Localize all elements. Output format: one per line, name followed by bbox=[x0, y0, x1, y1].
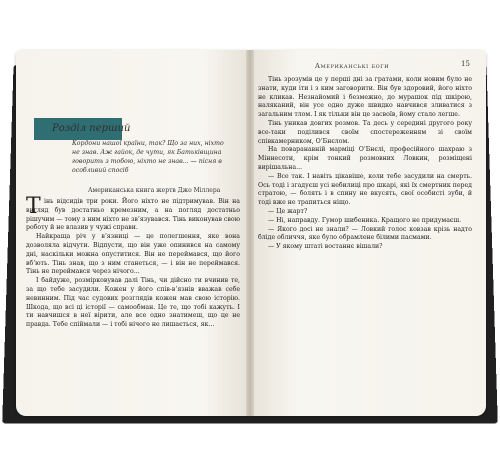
book-spine-gutter bbox=[246, 50, 254, 416]
paragraph: І байдуже, розмірковував далі Тінь, чи дійсно ти вчинив те, за що тебе засудили. Кожен у його спів-в’язнів вважав себе невинним. Під час судових розглядів кожен мав свою історію. Шкода, що всі ці історії — самообман. Це те, що тобі кажуть. І ти навчишся в неї вірити, але все одно знатимеш, що це не правда. Тебе спіймали — і тобі нічого не лишається, як... bbox=[26, 277, 240, 329]
paragraph: Тінь зрозумів це у перші дні за гратами, коли новим було не знати, куди іти і з ким заговорити. Він був здоровий, його ніхто не кликав. Незнайомий і безмежно, до мурашок під шкірою, наляканий, він усе одно дуже швидко навчився зливатися з загальним тлом. І як тільки він це засвоїв, йому стало легше. bbox=[258, 76, 472, 119]
paragraph: — Це жарт? bbox=[268, 207, 308, 215]
epigraph: Кордони нашої країни, так? Що за них, ніхто не знав. Аж гайок, де чути, як Батьківщина говорить з тобою, ніхто не знав... — пісня в особливий спосіб bbox=[72, 140, 224, 174]
paragraph: інь відсидів три роки. Його ніхто не підтримував. Він на вигляд був достатньо кремезним, а на погляд достатньо рішучим — тому з ним ніхто не зв’язувався. Тінь виконував свою роботу й не влазив у чужі справи. bbox=[26, 198, 240, 232]
chapter-title: Розділ перший bbox=[52, 123, 131, 134]
right-page-text bbox=[258, 76, 472, 252]
paragraph: — Все так. І навіть цікавіше, коли тебе засудили на смерть. Ось тоді і згадуєш усі небилиці про шкарі, які їх смертник перед стратою, — болять і в спину не вкусять, свої особисті зуби, й тоді вже не трапиться ніщо. bbox=[258, 172, 472, 207]
epigraph-source: Американська книга жертв Джо Міллера bbox=[88, 187, 221, 194]
paragraph: На поваранавній марміці О’Бнєлі, професійного шахраю з Міннесоти, крім тонкий розмовних Ловкин, розміщені вирішальна... bbox=[258, 146, 472, 171]
running-head: Американські боги bbox=[315, 62, 390, 70]
page-number: 15 bbox=[461, 60, 470, 68]
paragraph: — У якому штаті востаннє вішали? bbox=[268, 243, 383, 251]
paragraph: Тінь уникав довгих розмов. Та десь у середині другого року все-таки поділився своїм спостереженням зі своїм співкамерником, О’Бнєлом. bbox=[258, 119, 472, 145]
left-page-text bbox=[26, 194, 240, 330]
paragraph: — Ні, направду. Гумор шибеника. Кращого не придумаєш. bbox=[268, 216, 462, 224]
drop-cap: Т bbox=[26, 194, 41, 219]
paragraph: Найкраща річ у в’язниці — це полегшення, яке вона дозволяла відчути. Відпусти, що він уже опинився на самому дні, наскільки можна опуститися. Він не переймався, що його вб’ють. Тінь знав, що з ним станеться, — і він не переймався. Тінь не переймався через нічого... bbox=[26, 233, 240, 276]
paragraph: — Якого досі не знали? — Ловкий голос ковзав крізь надто бліде обличчя, яке було обрамлене білими пасмами. bbox=[258, 225, 472, 242]
